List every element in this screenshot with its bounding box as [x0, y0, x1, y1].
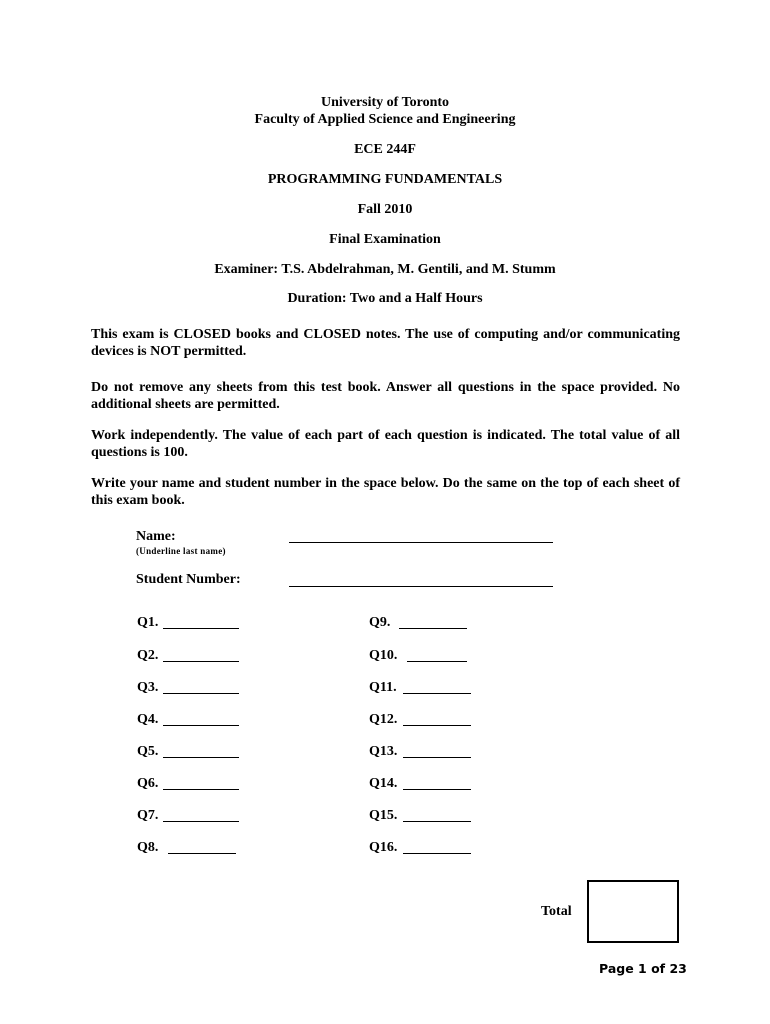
q11-score-field[interactable] — [403, 693, 471, 694]
exam-type: Final Examination — [329, 232, 441, 247]
name-hint: (Underline last name) — [136, 546, 226, 556]
q4-label: Q4. — [137, 712, 159, 727]
q2-score-field[interactable] — [163, 661, 239, 662]
name-label: Name: — [136, 529, 176, 544]
exam-duration: Duration: Two and a Half Hours — [287, 291, 483, 306]
q8-score-field[interactable] — [168, 853, 236, 854]
q15-score-field[interactable] — [403, 821, 471, 822]
faculty-name: Faculty of Applied Science and Engineering — [254, 112, 516, 127]
total-score-box[interactable] — [587, 880, 679, 943]
q14-label: Q14. — [369, 776, 398, 791]
university-name: University of Toronto — [320, 95, 450, 110]
q3-score-field[interactable] — [163, 693, 239, 694]
q16-score-field[interactable] — [403, 853, 471, 854]
q6-score-field[interactable] — [163, 789, 239, 790]
name-field[interactable] — [289, 542, 553, 543]
q9-label: Q9. — [369, 615, 391, 630]
q4-score-field[interactable] — [163, 725, 239, 726]
q13-score-field[interactable] — [403, 757, 471, 758]
q7-label: Q7. — [137, 808, 159, 823]
q15-label: Q15. — [369, 808, 398, 823]
examiners: Examiner: T.S. Abdelrahman, M. Gentili, and M. Stumm — [214, 262, 556, 277]
q13-label: Q13. — [369, 744, 398, 759]
q11-label: Q11. — [369, 680, 397, 695]
page-number: Page 1 of 23 — [599, 961, 687, 976]
q12-score-field[interactable] — [403, 725, 471, 726]
instruction-work-independently: Work independently. The value of each part of each question is indicated. The total value of all questions is 100. — [91, 428, 680, 460]
q1-score-field[interactable] — [163, 628, 239, 629]
q3-label: Q3. — [137, 680, 159, 695]
instruction-no-removal: Do not remove any sheets from this test book. Answer all questions in the space provided. No additional sheets are permitted. — [91, 380, 680, 412]
q10-score-field[interactable] — [407, 661, 467, 662]
q7-score-field[interactable] — [163, 821, 239, 822]
q14-score-field[interactable] — [403, 789, 471, 790]
student-number-field[interactable] — [289, 586, 553, 587]
instruction-closed-book: This exam is CLOSED books and CLOSED notes. The use of computing and/or communicating devices is NOT permitted. — [91, 327, 680, 359]
q1-label: Q1. — [137, 615, 159, 630]
q5-score-field[interactable] — [163, 757, 239, 758]
q9-score-field[interactable] — [399, 628, 467, 629]
student-number-label: Student Number: — [136, 572, 241, 587]
q8-label: Q8. — [137, 840, 159, 855]
course-name: PROGRAMMING FUNDAMENTALS — [267, 172, 503, 187]
course-code: ECE 244F — [354, 142, 416, 157]
q12-label: Q12. — [369, 712, 398, 727]
exam-term: Fall 2010 — [357, 202, 413, 217]
instruction-write-name: Write your name and student number in the space below. Do the same on the top of each sheet of this exam book. — [91, 476, 680, 508]
q5-label: Q5. — [137, 744, 159, 759]
q6-label: Q6. — [137, 776, 159, 791]
q16-label: Q16. — [369, 840, 398, 855]
q2-label: Q2. — [137, 648, 159, 663]
q10-label: Q10. — [369, 648, 398, 663]
total-label: Total — [541, 904, 572, 919]
